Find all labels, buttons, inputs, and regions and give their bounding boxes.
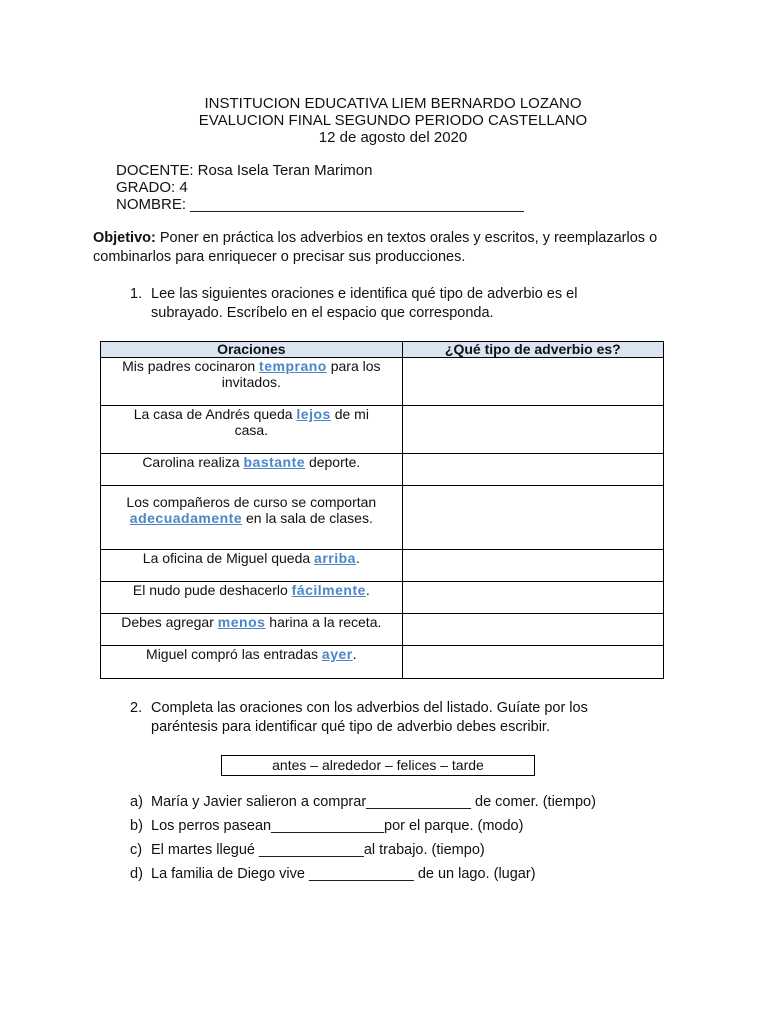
item-text: La familia de Diego vive _____________ de un lago. (lugar) bbox=[151, 866, 536, 882]
item-text: María y Javier salieron a comprar_____________ de comer. (tiempo) bbox=[151, 794, 596, 810]
list-item bbox=[130, 862, 596, 886]
sentence-cell bbox=[101, 614, 403, 646]
answer-cell[interactable] bbox=[402, 406, 663, 454]
sentence-pre: Miguel compró las entradas bbox=[146, 646, 322, 662]
table-row bbox=[101, 614, 664, 646]
exam-title: EVALUCION FINAL SEGUNDO PERIODO CASTELLANO bbox=[198, 112, 588, 129]
table-row bbox=[101, 550, 664, 582]
answer-cell[interactable] bbox=[402, 646, 663, 679]
sentence-pre: Los compañeros de curso se comportan bbox=[126, 494, 377, 510]
adverb-word: menos bbox=[217, 614, 266, 630]
sentence-cell bbox=[101, 358, 403, 406]
question-number: 2. bbox=[130, 700, 143, 716]
sentence-cell bbox=[101, 646, 403, 679]
sentence-post: en la sala de clases. bbox=[242, 510, 373, 526]
objective-text: Poner en práctica los adverbios en textos orales y escritos, y reemplazarlos o combinarlos para enriquecer o precisar sus producciones. bbox=[93, 230, 658, 265]
question-number: 1. bbox=[130, 286, 143, 302]
adverb-word: ayer bbox=[321, 646, 353, 662]
answer-cell[interactable] bbox=[402, 358, 663, 406]
table-row bbox=[101, 646, 664, 679]
item-marker: a) bbox=[130, 794, 143, 810]
grado-line: GRADO: 4 bbox=[116, 179, 188, 196]
sentence-post: . bbox=[355, 550, 360, 566]
question-text: Lee las siguientes oraciones e identifica qué tipo de adverbio es el subrayado. Escríbelo en el espacio que corresponda. bbox=[151, 286, 578, 321]
answer-cell[interactable] bbox=[402, 614, 663, 646]
sentence-post: deporte. bbox=[305, 454, 361, 470]
sentence-pre: La oficina de Miguel queda bbox=[142, 550, 315, 566]
nombre-line: NOMBRE: ________________________________________ bbox=[116, 196, 524, 213]
item-marker: d) bbox=[130, 866, 143, 882]
question-text: Completa las oraciones con los adverbios del listado. Guíate por los paréntesis para identificar qué tipo de adverbio debes escribir. bbox=[151, 700, 588, 735]
list-item bbox=[130, 838, 596, 862]
adverb-word: lejos bbox=[296, 406, 331, 422]
objective-paragraph bbox=[93, 229, 683, 267]
fill-in-list bbox=[130, 790, 596, 886]
sentence-cell bbox=[101, 582, 403, 614]
sentence-post: de mi casa. bbox=[234, 406, 369, 438]
adverb-word: temprano bbox=[259, 358, 327, 374]
sentence-post: . bbox=[352, 646, 357, 662]
adverb-word-bank: antes – alrededor – felices – tarde bbox=[221, 755, 535, 776]
item-text: El martes llegué _____________al trabajo. (tiempo) bbox=[151, 842, 485, 858]
item-marker: c) bbox=[130, 842, 143, 858]
sentence-pre: Mis padres cocinaron bbox=[122, 358, 260, 374]
answer-cell[interactable] bbox=[402, 550, 663, 582]
exam-date: 12 de agosto del 2020 bbox=[318, 129, 468, 146]
adverb-word: bastante bbox=[243, 454, 306, 470]
question-1 bbox=[130, 285, 610, 323]
adverb-table bbox=[100, 341, 664, 679]
table-row bbox=[101, 486, 664, 550]
table-header-row bbox=[101, 342, 664, 358]
question-2 bbox=[130, 699, 630, 737]
student-info bbox=[116, 162, 524, 213]
adverb-word: arriba bbox=[314, 550, 356, 566]
adverb-word: adecuadamente bbox=[129, 510, 243, 526]
sentence-cell bbox=[101, 550, 403, 582]
table-row bbox=[101, 454, 664, 486]
adverb-word: fácilmente bbox=[291, 582, 366, 598]
sentence-pre: Debes agregar bbox=[121, 614, 218, 630]
document-header bbox=[0, 95, 768, 146]
sentence-pre: Carolina realiza bbox=[142, 454, 244, 470]
list-item bbox=[130, 790, 596, 814]
table-row bbox=[101, 406, 664, 454]
answer-cell[interactable] bbox=[402, 582, 663, 614]
item-marker: b) bbox=[130, 818, 143, 834]
list-item bbox=[130, 814, 596, 838]
sentence-post: . bbox=[365, 582, 370, 598]
table-row bbox=[101, 358, 664, 406]
column-header-tipo: ¿Qué tipo de adverbio es? bbox=[402, 342, 663, 358]
answer-cell[interactable] bbox=[402, 486, 663, 550]
sentence-pre: El nudo pude deshacerlo bbox=[132, 582, 292, 598]
sentence-post: harina a la receta. bbox=[265, 614, 382, 630]
sentence-cell bbox=[101, 406, 403, 454]
sentence-post: para los invitados. bbox=[221, 358, 381, 390]
sentence-pre: La casa de Andrés queda bbox=[133, 406, 297, 422]
sentence-cell bbox=[101, 486, 403, 550]
objective-label: Objetivo: bbox=[93, 230, 156, 246]
school-name: INSTITUCION EDUCATIVA LIEM BERNARDO LOZANO bbox=[204, 95, 582, 112]
item-text: Los perros pasean______________por el parque. (modo) bbox=[151, 818, 524, 834]
table-row bbox=[101, 582, 664, 614]
sentence-cell bbox=[101, 454, 403, 486]
docente-line: DOCENTE: Rosa Isela Teran Marimon bbox=[116, 162, 373, 179]
answer-cell[interactable] bbox=[402, 454, 663, 486]
column-header-oraciones: Oraciones bbox=[101, 342, 403, 358]
